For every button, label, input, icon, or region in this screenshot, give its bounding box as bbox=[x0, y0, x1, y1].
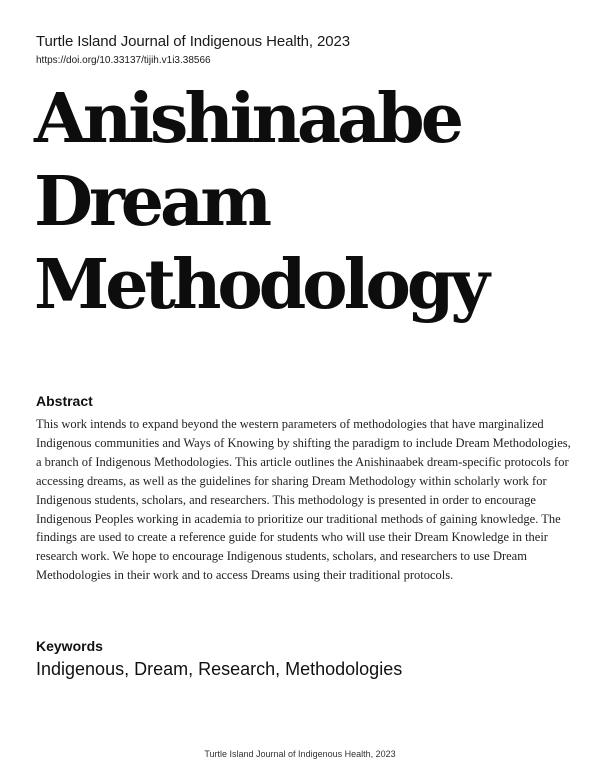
page-footer: Turtle Island Journal of Indigenous Health, 2023 bbox=[204, 749, 396, 759]
article-title bbox=[34, 78, 486, 327]
title-line-3: Methodology bbox=[34, 245, 486, 325]
title-line-2: Dream bbox=[34, 162, 269, 242]
keywords-heading: Keywords bbox=[36, 638, 103, 654]
abstract-heading: Abstract bbox=[36, 393, 93, 409]
abstract-body: This work intends to expand beyond the western parameters of methodologies that have marginalized Indigenous communities and Ways of Knowing by shifting the paradigm to include Dream Methodologies, a branch of Indigenous Methodologies. This article outlines the Anishinaabek dream-specific protocols for accessing dreams, as well as the guidelines for sharing Dream Methodology within scholarly work for Indigenous students, scholars, and researchers. This methodology is presented in order to encourage Indigenous Peoples working in academia to prioritize our traditional methods of gaining knowledge. The findings are used to create a reference guide for students who will use their Dream Knowledge in their research work. We hope to encourage Indigenous students, scholars, and researchers to use Dream Methodologies in their work and to access Dreams using their traditional protocols. bbox=[36, 417, 571, 583]
title-line-1: Anishinaabe bbox=[34, 79, 460, 159]
journal-header bbox=[36, 33, 350, 66]
journal-name: Turtle Island Journal of Indigenous Health, 2023 bbox=[36, 33, 351, 50]
doi-link[interactable]: https://doi.org/10.33137/tijih.v1i3.38566 bbox=[36, 55, 211, 66]
keywords-list: Indigenous, Dream, Research, Methodologies bbox=[36, 659, 403, 679]
